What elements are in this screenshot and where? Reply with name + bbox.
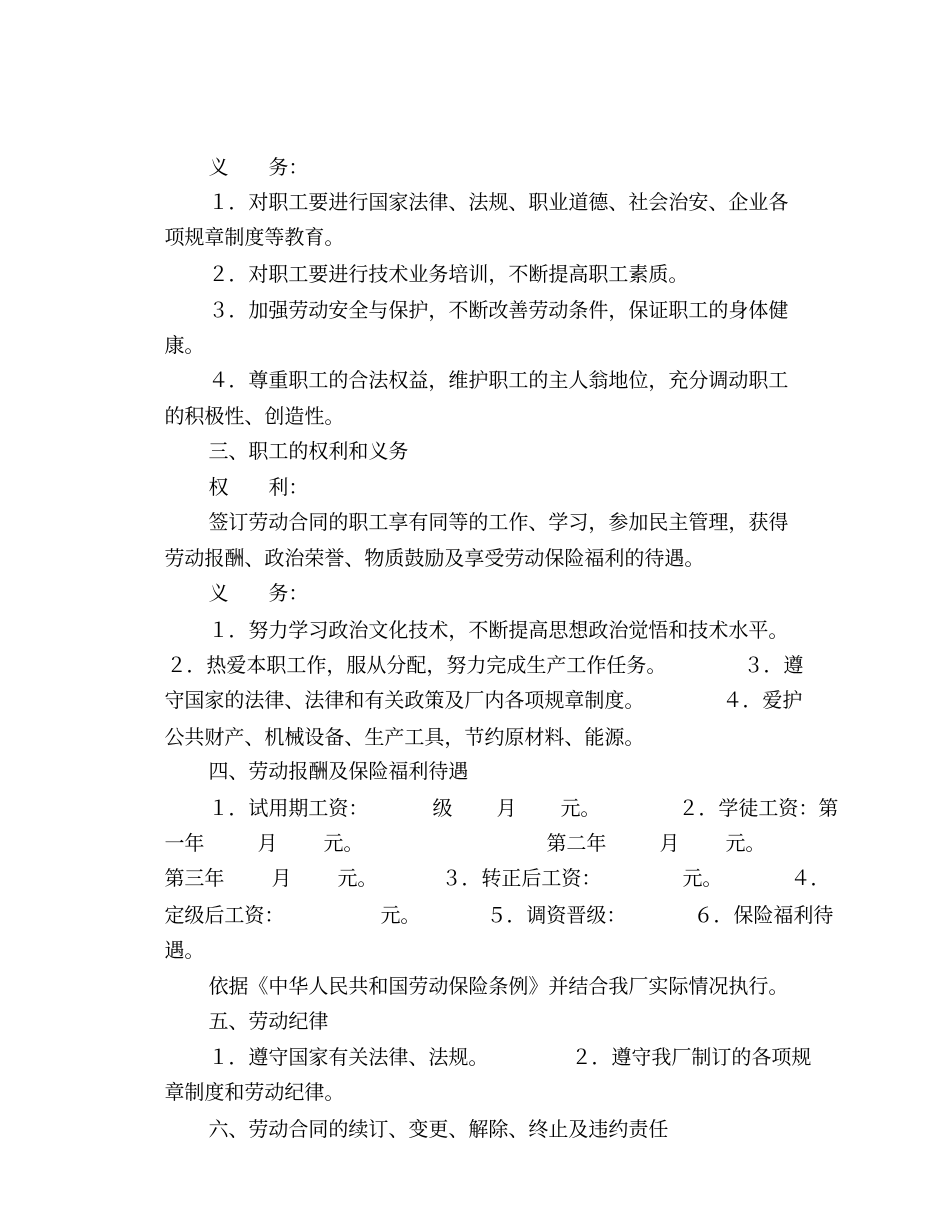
rights-heading <box>0 433 950 499</box>
section-heading <box>0 717 950 783</box>
line-text: 元。 <box>380 903 421 927</box>
paragraph-line <box>0 362 950 428</box>
paragraph-line <box>0 611 950 677</box>
line-text: 项规章制度等教育。 <box>164 225 345 249</box>
line-text: 月 <box>257 831 278 855</box>
section-heading <box>0 397 950 463</box>
line-text: ５．调资晋级： <box>486 903 627 927</box>
line-text: ２．热爱本职工作，服从分配，努力完成生产工作任务。 <box>166 653 667 677</box>
line-text: 月 <box>496 796 517 820</box>
line-text: 定级后工资： <box>164 903 285 927</box>
paragraph-line <box>0 576 950 642</box>
line-text: 元。 <box>725 831 766 855</box>
section-heading <box>0 967 950 1033</box>
line-text: １．对职工要进行国家法律、法规、职业道德、社会治安、企业各 <box>208 190 789 214</box>
line-text: １．努力学习政治文化技术，不断提高思想政治觉悟和技术水平。 <box>208 618 789 642</box>
line-text: ３．转正后工资： <box>441 866 602 890</box>
paragraph-line <box>0 504 950 570</box>
line-text: 公共财产、机械设备、生产工具，节约原材料、能源。 <box>164 725 645 749</box>
line-text: １．遵守国家有关法律、法规。 <box>208 1045 489 1069</box>
line-text: ３．遵 <box>743 653 804 677</box>
line-text: 三、职工的权利和义务 <box>208 439 409 463</box>
duty-heading <box>0 113 950 179</box>
line-text: 签订劳动合同的职工享有同等的工作、学习，参加民主管理，获得 <box>208 510 789 534</box>
line-text: 月 <box>271 866 292 890</box>
line-text: ６．保险福利待 <box>693 903 834 927</box>
paragraph-line <box>0 1003 950 1069</box>
line-text: 权 利： <box>208 475 309 499</box>
line-text: 义 务： <box>208 581 309 605</box>
paragraph-line <box>0 896 950 962</box>
line-text: 第二年 <box>546 831 607 855</box>
paragraph-line <box>0 683 950 749</box>
line-text: 月 <box>659 831 680 855</box>
line-text: 元。 <box>337 866 378 890</box>
line-text: ２．对职工要进行技术业务培训，不断提高职工素质。 <box>208 262 689 286</box>
line-text: 第三年 <box>164 866 225 890</box>
line-text: 依据《中华人民共和国劳动保险条例》并结合我厂实际情况执行。 <box>208 974 789 998</box>
line-text: 六、劳动合同的续订、变更、解除、终止及违约责任 <box>208 1117 669 1141</box>
line-text: ４． <box>790 866 831 890</box>
paragraph-line <box>0 646 950 712</box>
paragraph-line <box>0 861 950 927</box>
line-text: 遇。 <box>164 938 205 962</box>
line-text: 劳动报酬、政治荣誉、物质鼓励及享受劳动保险福利的待遇。 <box>164 546 705 570</box>
line-text: 元。 <box>560 796 601 820</box>
paragraph-line <box>0 824 950 890</box>
paragraph-line <box>0 291 950 357</box>
line-text: ４．爱护 <box>722 688 803 712</box>
line-text: 一年 <box>164 831 205 855</box>
line-text: 守国家的法律、法律和有关政策及厂内各项规章制度。 <box>164 688 645 712</box>
paragraph-line <box>0 256 950 322</box>
line-text: 五、劳动纪律 <box>208 1009 329 1033</box>
line-text: 四、劳动报酬及保险福利待遇 <box>208 759 469 783</box>
paragraph-line <box>0 183 950 249</box>
paragraph-line <box>0 754 950 820</box>
line-text: 元。 <box>682 866 723 890</box>
line-text: 章制度和劳动纪律。 <box>164 1080 345 1104</box>
paragraph-line <box>0 1038 950 1104</box>
paragraph-line <box>0 326 950 392</box>
line-text: １．试用期工资： <box>208 796 369 820</box>
line-text: 级 <box>432 796 453 820</box>
paragraph-line <box>0 932 950 998</box>
line-text: 元。 <box>323 831 364 855</box>
line-text: 的积极性、创造性。 <box>164 404 345 428</box>
line-text: ２．遵守我厂制订的各项规 <box>571 1045 812 1069</box>
paragraph-line <box>0 468 950 534</box>
line-text: ２．学徒工资：第 <box>678 796 839 820</box>
paragraph-line <box>0 789 950 855</box>
paragraph-line <box>0 148 950 214</box>
duty-heading <box>0 539 950 605</box>
paragraph-line <box>0 220 950 286</box>
line-text: ３．加强劳动安全与保护，不断改善劳动条件，保证职工的身体健 <box>208 298 789 322</box>
line-text: ４．尊重职工的合法权益，维护职工的主人翁地位，充分调动职工 <box>208 368 789 392</box>
line-text: 义 务： <box>208 155 309 179</box>
line-text: 康。 <box>164 333 205 357</box>
section-heading <box>0 1075 950 1141</box>
